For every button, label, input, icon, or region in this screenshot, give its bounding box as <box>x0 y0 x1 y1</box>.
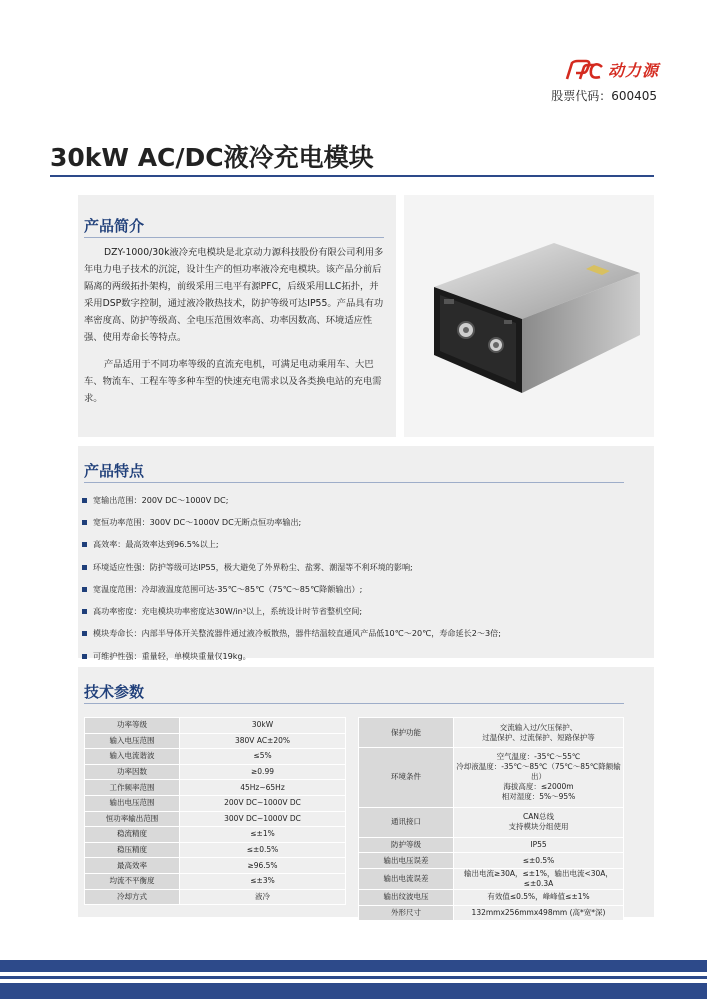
table-row <box>359 889 624 905</box>
table-row <box>359 837 624 853</box>
spec-label: 功率等级 <box>85 718 180 734</box>
spec-label: 输出纹波电压 <box>359 889 454 905</box>
spec-label: 外形尺寸 <box>359 905 454 921</box>
stock-code: 股票代码：600405 <box>551 89 657 103</box>
spec-label: 输出电流误差 <box>359 868 454 889</box>
table-row <box>359 853 624 869</box>
spec-label: 输入电压范围 <box>85 733 180 749</box>
spec-value: ≤5% <box>180 749 346 765</box>
table-row <box>85 795 346 811</box>
spec-value: 交流输入过/欠压保护、 过温保护、过流保护、短路保护等 <box>454 718 624 748</box>
table-row <box>85 780 346 796</box>
table-row <box>85 764 346 780</box>
spec-label: 保护功能 <box>359 718 454 748</box>
charging-module-illustration <box>404 195 654 437</box>
spec-value: 300V DC~1000V DC <box>180 811 346 827</box>
spec-label: 通讯接口 <box>359 807 454 837</box>
table-row <box>85 733 346 749</box>
list-item: 可维护性强：重量轻，单模块重量仅19kg。 <box>82 645 501 667</box>
product-photo <box>404 195 654 437</box>
specs-heading: 技术参数 <box>84 683 145 701</box>
intro-divider <box>84 237 384 238</box>
spec-label: 输入电流谐波 <box>85 749 180 765</box>
features-heading: 产品特点 <box>84 462 145 480</box>
spec-value: CAN总线 支持模块分组使用 <box>454 807 624 837</box>
brand-mark-icon <box>564 59 604 81</box>
spec-label: 最高效率 <box>85 858 180 874</box>
list-item: 高功率密度：充电模块功率密度达30W/in³以上，系统设计时节省整机空间; <box>82 600 501 622</box>
spec-label: 输出电压范围 <box>85 795 180 811</box>
spec-label: 均流不平衡度 <box>85 873 180 889</box>
spec-value: 200V DC~1000V DC <box>180 795 346 811</box>
spec-label: 工作频率范围 <box>85 780 180 796</box>
spec-label: 输出电压误差 <box>359 853 454 869</box>
footer-band <box>0 976 707 979</box>
spec-value: ≤±3% <box>180 873 346 889</box>
brand-name: 动力源 <box>607 61 659 80</box>
product-features-section <box>78 446 654 661</box>
list-item: 宽输出范围：200V DC～1000V DC; <box>82 489 501 511</box>
table-row <box>85 827 346 843</box>
spec-table-right <box>358 717 624 921</box>
table-row <box>359 718 624 748</box>
page-title: 30kW AC/DC液冷充电模块 <box>50 143 374 172</box>
technical-parameters-section <box>78 667 654 917</box>
table-row <box>85 811 346 827</box>
spec-label: 环境条件 <box>359 748 454 807</box>
table-row <box>85 718 346 734</box>
spec-value: 132mmx256mmx498mm (高*宽*深) <box>454 905 624 921</box>
product-intro-section <box>78 195 396 437</box>
spec-table-left <box>84 717 346 905</box>
bullet-icon <box>82 587 87 592</box>
spec-label: 稳流精度 <box>85 827 180 843</box>
table-row <box>359 807 624 837</box>
spec-label: 防护等级 <box>359 837 454 853</box>
spec-value: 输出电流≥30A，≤±1%，输出电流<30A，≤±0.3A <box>454 868 624 889</box>
spec-value: IP55 <box>454 837 624 853</box>
footer-band <box>0 983 707 999</box>
spec-value: ≥0.99 <box>180 764 346 780</box>
spec-label: 功率因数 <box>85 764 180 780</box>
spec-value: 380V AC±20% <box>180 733 346 749</box>
bullet-icon <box>82 609 87 614</box>
spec-value: 有效值≤0.5%，峰峰值≤±1% <box>454 889 624 905</box>
list-item: 宽温度范围：冷却液温度范围可达-35℃～85℃（75℃～85℃降额输出）; <box>82 578 501 600</box>
spec-value: 空气温度：-35℃～55℃ 冷却液温度：-35℃～85℃（75℃～85℃降额输出） 海拔高度：≤2000m 相对湿度：5%～95% <box>454 748 624 807</box>
bullet-icon <box>82 631 87 636</box>
spec-label: 冷却方式 <box>85 889 180 905</box>
spec-label: 稳压精度 <box>85 842 180 858</box>
spec-value: 30kW <box>180 718 346 734</box>
list-item: 高效率：最高效率达到96.5%以上; <box>82 534 501 556</box>
spec-value: ≤±0.5% <box>180 842 346 858</box>
bullet-icon <box>82 565 87 570</box>
table-row <box>359 748 624 807</box>
bullet-icon <box>82 520 87 525</box>
list-item: 模块寿命长：内部半导体开关整流器件通过液冷板散热，器件结温较直通风产品低10℃～20℃，寿命延长2～3倍; <box>82 623 501 645</box>
table-row <box>359 868 624 889</box>
table-row <box>359 905 624 921</box>
intro-paragraph: DZY-1000/30k液冷充电模块是北京动力源科技股份有限公司利用多年电力电子技术的沉淀，设计生产的恒功率液冷充电模块。该产品分前后隔离的两级拓扑架构，前级采用三电平有源PFC，后级采用LLC拓扑，并采用DSP数字控制，通过液冷散热技术，防护等级可达IP55。产品具有功率密度高、防护等级高、全电压范围效率高、功率因数高、环境适应性强、使用寿命长等特点。 <box>84 247 384 343</box>
intro-heading: 产品简介 <box>84 217 145 235</box>
table-row <box>85 858 346 874</box>
footer-band <box>0 960 707 972</box>
company-logo <box>564 58 659 81</box>
spec-label: 恒功率输出范围 <box>85 811 180 827</box>
bullet-icon <box>82 542 87 547</box>
table-row <box>85 873 346 889</box>
intro-paragraph: 产品适用于不同功率等级的直流充电机，可满足电动乘用车、大巴车、物流车、工程车等多种车型的快速充电需求以及各类换电站的充电需求。 <box>84 359 382 404</box>
title-divider <box>50 175 654 177</box>
table-row <box>85 842 346 858</box>
feature-list <box>82 489 501 667</box>
spec-value: 45Hz~65Hz <box>180 780 346 796</box>
table-row <box>85 749 346 765</box>
spec-value: ≤±0.5% <box>454 853 624 869</box>
spec-value: ≥96.5% <box>180 858 346 874</box>
features-divider <box>84 482 624 483</box>
bullet-icon <box>82 654 87 659</box>
bullet-icon <box>82 498 87 503</box>
table-row <box>85 889 346 905</box>
list-item: 宽恒功率范围：300V DC～1000V DC无断点恒功率输出; <box>82 511 501 533</box>
spec-value: 液冷 <box>180 889 346 905</box>
list-item: 环境适应性强：防护等级可达IP55，极大避免了外界粉尘、盐雾、潮湿等不利环境的影响; <box>82 556 501 578</box>
spec-value: ≤±1% <box>180 827 346 843</box>
specs-divider <box>84 703 624 704</box>
